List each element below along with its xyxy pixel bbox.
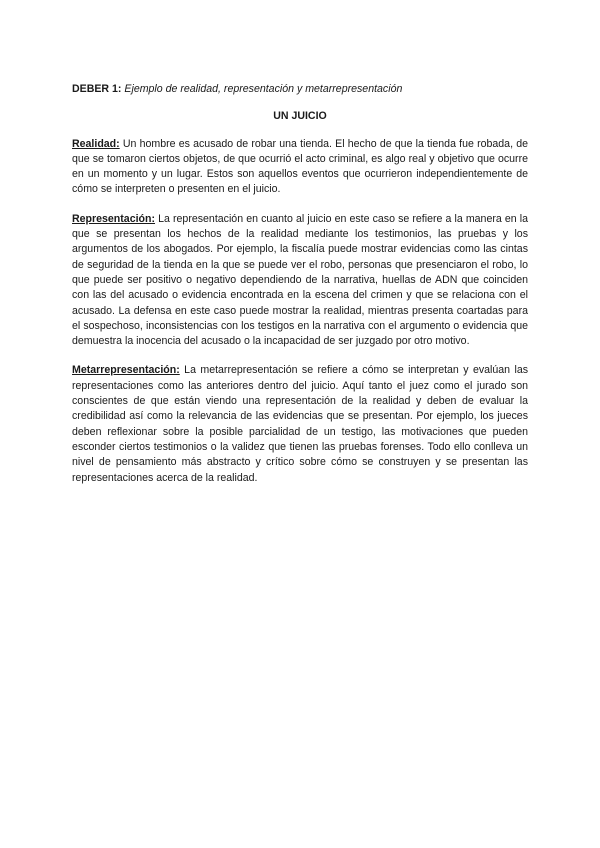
section-term: Realidad: <box>72 137 120 150</box>
assignment-header <box>72 82 528 97</box>
section-term: Metarrepresentación: <box>72 364 180 377</box>
document-title: UN JUICIO <box>273 110 327 123</box>
assignment-label: DEBER 1: <box>72 83 122 95</box>
section-metarrepresentacion <box>72 363 528 485</box>
section-text: La metarrepresentación se refiere a cómo se interpretan y evalúan las representaciones como las anteriores dentro del juicio. Aquí tanto el juez como el jurado son conscientes de que están viendo una representación de la realidad y deben de evaluar la credibilidad así como la relevancia de las evidencias que se presentan. Por ejemplo, los jueces deben reflexionar sobre la posible parcialidad de un testigo, las motivaciones que pueden esconder ciertos testimonios o la validez que tienen las pruebas forenses. Todo ello conlleva un nivel de pensamiento más abstracto y crítico sobre cómo se construyen y se presentan las representaciones acerca de la realidad. <box>72 364 529 484</box>
section-text: Un hombre es acusado de robar una tienda. El hecho de que la tienda fue robada, de que se tomaron ciertos objetos, de que ocurrió el acto criminal, es algo real y objetivo que ocurre en un momento y un lugar. Estos son aquellos eventos que ocurrieron independientemente de cómo se interpreten o presenten en el juicio. <box>72 137 528 196</box>
section-text: La representación en cuanto al juicio en este caso se refiere a la manera en la que se presentan los hechos de la realidad mediante los testimonios, las pruebas y los argumentos de los abogados. Por ejemplo, la fiscalía puede mostrar evidencias como las cintas de seguridad de la tienda en la que se puede ver el robo, personas que presenciaron el robo, lo que puede ser positivo o negativo dependiendo de la narrativa, huellas de ADN que coinciden con las del acusado o evidencia encontrada en la escena del crimen y que se relaciona con el acusado. La defensa en este caso puede mostrar la realidad, mientras presenta coartadas para el sospechoso, inconsistencias con los testigos en la narrativa con el argumento o evidencia que demuestra la inocencia del acusado o la incapacidad de ser juzgado por otro motivo. <box>72 212 528 348</box>
document-page <box>72 82 528 500</box>
section-realidad <box>72 137 528 198</box>
section-representacion <box>72 212 528 350</box>
section-term: Representación: <box>72 212 156 225</box>
assignment-subtitle: Ejemplo de realidad, representación y metarrepresentación <box>124 83 403 95</box>
